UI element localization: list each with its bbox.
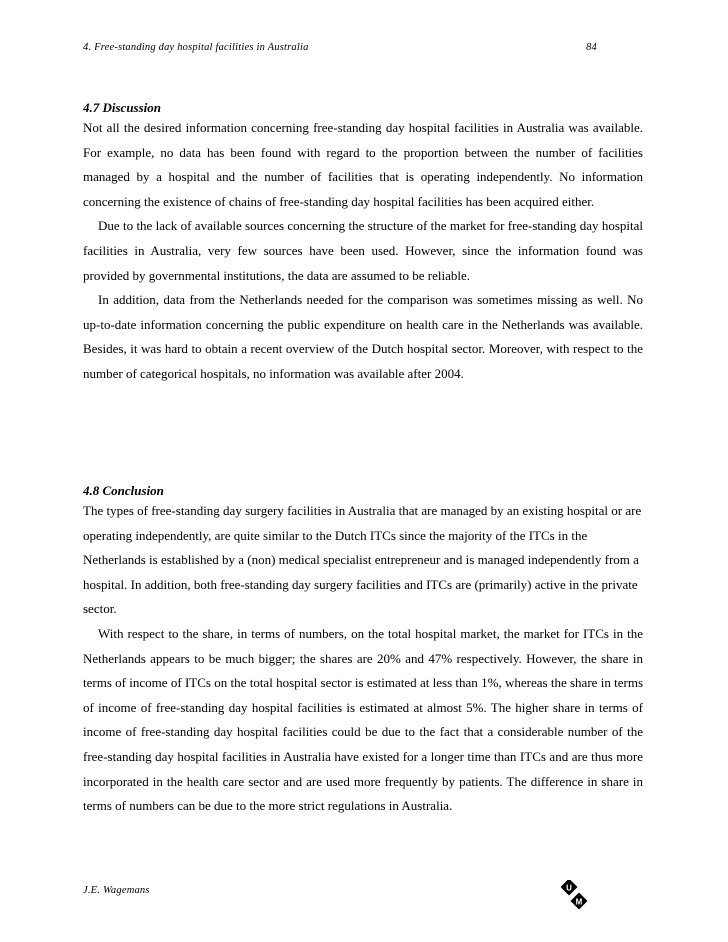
discussion-section (83, 100, 643, 387)
logo-letter-u: U (566, 883, 572, 893)
chapter-title: 4. Free-standing day hospital facilities in Australia (83, 42, 309, 53)
discussion-paragraph-1: Not all the desired information concerning free-standing day hospital facilities in Australia was available. For example, no data has been found with regard to the proportion between the number of facilities managed by a hospital and the number of facilities that is operating independently. No information concerning the existence of chains of free-standing day hospital facilities has been acquired either. (83, 120, 643, 209)
conclusion-heading: 4.8 Conclusion (83, 483, 164, 498)
running-header (83, 42, 642, 58)
discussion-paragraph-3: In addition, data from the Netherlands needed for the comparison was sometimes missing as well. No up-to-date information concerning the public expenditure on health care in the Netherlands was available. Besides, it was hard to obtain a recent overview of the Dutch hospital sector. Moreover, with respect to the number of categorical hospitals, no information was available after 2004. (83, 292, 643, 381)
page-number: 84 (586, 42, 597, 53)
author-footer: J.E. Wagemans (83, 885, 150, 896)
conclusion-section (83, 483, 643, 819)
logo-letter-m: M (575, 897, 583, 907)
university-logo-icon (561, 880, 587, 910)
discussion-paragraph-2: Due to the lack of available sources concerning the structure of the market for free-standing day hospital facilities in Australia, very few sources have been used. However, since the information found was provided by governmental institutions, the data are assumed to be reliable. (83, 218, 643, 283)
conclusion-paragraph-1: The types of free-standing day surgery facilities in Australia that are managed by an existing hospital or are operating independently, are quite similar to the Dutch ITCs since the majority of the ITCs in the Netherlands is established by a (non) medical specialist entrepreneur and is managed independently from a hospital. In addition, both free-standing day surgery facilities and ITCs are (primarily) active in the private sector. (83, 503, 642, 617)
conclusion-paragraph-2: With respect to the share, in terms of numbers, on the total hospital market, the market for ITCs in the Netherlands appears to be much bigger; the shares are 20% and 47% respectively. However, the share in terms of income of ITCs on the total hospital sector is estimated at less than 1%, whereas the share in terms of income of free-standing day hospital facilities is estimated at almost 5%. The higher share in terms of income of free-standing day hospital facilities could be due to the fact that a considerable number of the free-standing day hospital facilities in Australia have existed for a longer time than ITCs and are thus more incorporated in the health care sector and are used more frequently by patients. The difference in share in terms of numbers can be due to the more strict regulations in Australia. (83, 625, 643, 814)
discussion-heading: 4.7 Discussion (83, 100, 162, 115)
